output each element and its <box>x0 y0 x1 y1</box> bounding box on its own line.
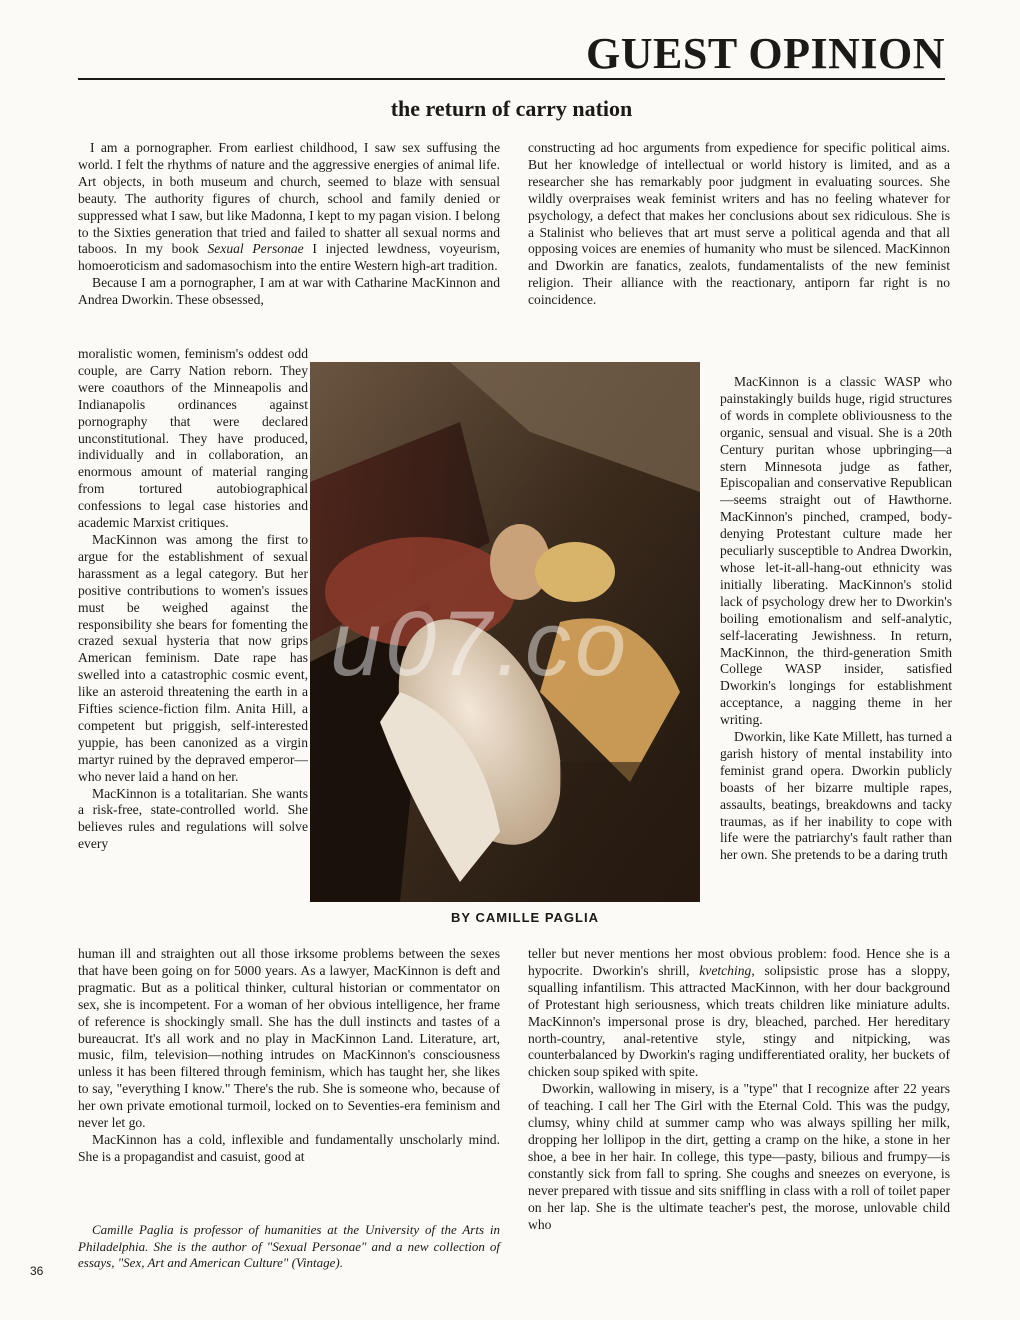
column-right-bottom <box>528 946 950 1233</box>
column-left-top <box>78 140 500 309</box>
column-right-narrow <box>720 374 952 864</box>
paragraph-2a: Because I am a pornographer, I am at war with Catharine MacKinnon and Andrea Dworkin. These obsessed, <box>78 275 500 308</box>
column-left-bottom <box>78 946 500 1166</box>
article-photograph <box>310 362 700 902</box>
paragraph-8b: teller but never mentions her most obvious problem: food. Hence she is a hypocrite. Dworkin's shrill, kvetching, solipsistic prose has a sloppy, squalling infantilism. This attracted MacKinnon, with her dour background of Protestant high seriousness, which treats children like miniature adults. MacKinnon's impersonal prose is dry, bleached, parched. Her hereditary north-country, anal-retentive style, stingy and nitpicking, was counterbalanced by Dworkin's raging undifferentiated orality, her buckets of chicken soup spiked with spite. <box>528 946 950 1080</box>
column-right-top <box>528 140 950 309</box>
author-bio <box>78 1222 500 1272</box>
paragraph-4a: MacKinnon is a totalitarian. She wants a risk-free, state-controlled world. She believes rules and regulations will solve every <box>78 785 308 852</box>
page-number: 36 <box>30 1264 44 1278</box>
paragraph-5: MacKinnon has a cold, inflexible and fundamentally unscholarly mind. She is a propagandist and casuist, good at <box>78 1131 500 1164</box>
paragraph-7: MacKinnon is a classic WASP who painstakingly builds huge, rigid structures of words in complete obliviousness to the organic, sensual and visual. She is a 20th Century puritan whose upbringing—a stern Minnesota judge as father, Episcopalian and conservative Republican—seems straight out of Hawthorne. MacKinnon's pinched, cramped, body-denying Protestant culture made her peculiarly susceptible to Andrea Dworkin, whose let-it-all-hang-out ethnicity was initially liberating. MacKinnon's stolid lack of psychology drew her to Dworkin's boiling emotionalism and self-analytic, self-lacerating Jewishness. In return, MacKinnon, the third-generation Smith College WASP insider, satisfied Dworkin's longings for establishment acceptance, a nagging theme in her writing. <box>720 374 952 728</box>
paragraph-4b: human ill and straighten out all those irksome problems between the sexes that have been going on for 5000 years. As a lawyer, MacKinnon is deft and pragmatic. But as a political thinker, cultural historian or commentator on sex, she is incompetent. For a woman of her obvious intelligence, her frame of reference is shockingly small. She has the dull instincts and tastes of a bureaucrat. It's all work and no play in MacKinnon Land. Literature, art, music, film, television—nothing intrudes on MacKinnon's consciousness unless it has been filtered through feminism, which has taught her, she likes to say, "everything I know." There's the rub. She is someone who, because of her own private emotional turmoil, locked on to Seventies-era feminism and never let go. <box>78 946 500 1131</box>
masthead-rule <box>78 78 945 80</box>
article-headline: the return of carry nation <box>390 96 633 121</box>
column-left-narrow <box>78 346 308 853</box>
paragraph-9: Dworkin, wallowing in misery, is a "type" that I recognize after 22 years of teaching. I call her The Girl with the Eternal Cold. This was the pudgy, clumsy, whiny child at summer camp who was always spilling her milk, dropping her lollipop in the dirt, getting a cramp on the hike, a stone in her shoe, a bee in her hair. In college, this type—pasty, bilious and frumpy—is constantly sick from fall to spring. She coughs and sneezes on everyone, is never prepared with tissue and sits sniffling in class with a roll of toilet paper on her lap. She is the ultimate teacher's pest, the morose, unlovable child who <box>528 1081 950 1232</box>
paragraph-3: MacKinnon was among the first to argue for the establishment of sexual harassment as a legal category. But her positive contributions to women's issues must be weighed against the responsibility she bears for fomenting the crazed sexual hysteria that now grips American feminism. Date rape has swelled into a catastrophic cosmic event, like an asteroid threatening the earth in a Fifties science-fiction film. Anita Hill, a competent but priggish, self-interested yuppie, has been canonized as a virgin martyr ruined by the depraved emperor—who never laid a hand on her. <box>78 531 308 784</box>
byline: BY CAMILLE PAGLIA <box>451 910 599 925</box>
watermark-text: u07.co <box>330 593 631 695</box>
paragraph-2b: moralistic women, feminism's oddest odd couple, are Carry Nation reborn. They were coauthors of the Minneapolis and Indianapolis ordinances against pornography that were declared unconstitutional. They have produced, individually and in collaboration, an enormous amount of material ranging from tortured autobiographical confessions to legal case histories and academic Marxist critiques. <box>78 346 308 531</box>
paragraph-1: I am a pornographer. From earliest childhood, I saw sex suffusing the world. I felt the rhythms of nature and the aggressive energies of animal life. Art objects, in both museum and church, seemed to blaze with sensual beauty. The authority figures of church, school and family denied or suppressed what I saw, but like Madonna, I kept to my pagan vision. I belong to the Sixties generation that tried and failed to shatter all sexual norms and taboos. In my book Sexual Personae I injected lewdness, voyeurism, homoeroticism and sadomasochism into the entire Western high-art tradition. <box>78 140 500 274</box>
author-bio-text: Camille Paglia is professor of humanities at the University of the Arts in Philadelphia. She is the author of "Sexual Personae" and a new collection of essays, "Sex, Art and American Culture" (Vintage). <box>78 1222 500 1270</box>
section-title: GUEST OPINION <box>586 29 945 78</box>
paragraph-8a: Dworkin, like Kate Millett, has turned a garish history of mental instability into feminist grand opera. Dworkin publicly boasts of her bizarre multiple rapes, assaults, beatings, breakdowns and tacky traumas, as if her inability to cope with life were the patriarchy's fault rather than her own. She pretends to be a daring truth <box>720 729 952 863</box>
paragraph-6: constructing ad hoc arguments from expedience for specific political aims. But her knowledge of intellectual or world history is limited, and as a researcher she has remarkably poor judgment in evaluating sources. She wildly overpraises weak feminist writers and has no feeling whatever for psychology, a defect that makes her conclusions about sex ridiculous. She is a Stalinist who believes that art must serve a political agenda and that all opposing voices are enemies of humanity who must be silenced. MacKinnon and Dworkin are fanatics, zealots, fundamentalists of the new feminist religion. Their alliance with the reactionary, antiporn far right is no coincidence. <box>528 140 950 308</box>
